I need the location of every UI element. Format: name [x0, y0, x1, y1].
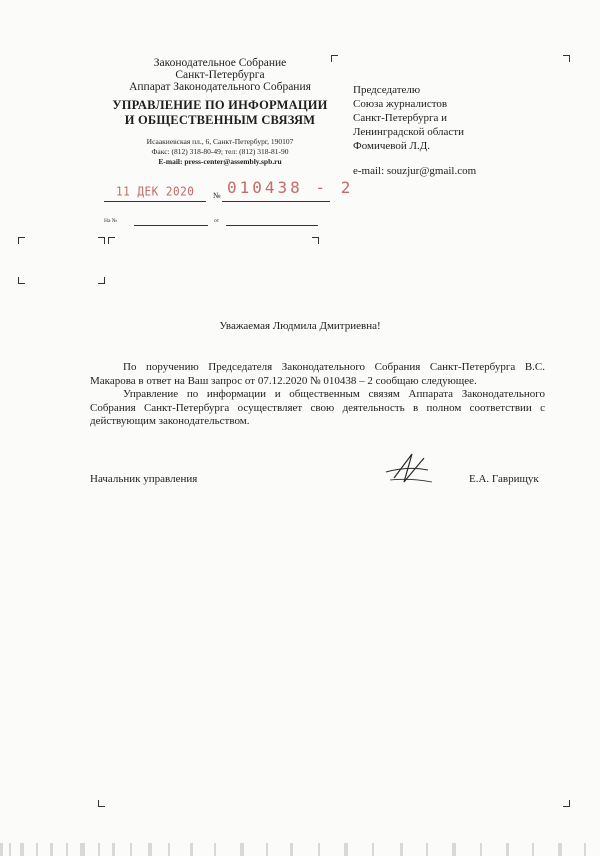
org-line: Санкт-Петербурга: [175, 69, 265, 81]
org-line: Аппарат Законодательного Собрания: [129, 81, 311, 93]
recipient-line: Фомичевой Л.Д.: [353, 140, 430, 152]
date-stamp: 11 ДЕК 2020: [116, 184, 195, 199]
dept-line: И ОБЩЕСТВЕННЫМ СВЯЗЯМ: [124, 113, 316, 127]
corner-mark: [108, 237, 115, 244]
corner-mark: [312, 237, 319, 244]
handwritten-signature: [380, 448, 440, 488]
letter-body: [90, 361, 545, 429]
number-line: [222, 201, 330, 202]
signatory-title: Начальник управления: [90, 473, 198, 485]
corner-mark: [563, 800, 570, 807]
signatory-name: Е.А. Гаврищук: [469, 473, 539, 485]
number-label: №: [213, 191, 221, 200]
dept-line: УПРАВЛЕНИЕ ПО ИНФОРМАЦИИ: [112, 98, 328, 112]
recipient-line: Председателю: [353, 84, 421, 96]
corner-mark: [563, 55, 570, 62]
corner-mark: [18, 237, 25, 244]
header-email: E-mail: press-center@assembly.spb.ru: [158, 157, 282, 166]
contact-info: [95, 137, 345, 167]
org-line: Законодательное Собрание: [153, 57, 287, 69]
ref-line: [134, 225, 208, 226]
corner-mark: [98, 237, 105, 244]
recipient-line: Ленинградской области: [353, 126, 464, 138]
phones: Факс: (812) 318-80-49; тел: (812) 318-81-90: [151, 147, 289, 156]
recipient-line: Санкт-Петербурга и: [353, 112, 447, 124]
corner-mark: [18, 277, 25, 284]
from-line: [226, 225, 318, 226]
org-name: [95, 57, 345, 93]
number-stamp: 010438 - 2: [227, 178, 354, 197]
recipient-line: Союза журналистов: [353, 98, 448, 110]
from-label: от: [214, 218, 220, 224]
date-line: [104, 201, 206, 202]
department-name: [95, 98, 345, 128]
recipient-email: e-mail: souzjur@gmail.com: [353, 165, 477, 177]
address: Исаакиевская пл., 6, Санкт-Петербург, 190107: [146, 137, 294, 146]
corner-mark: [98, 277, 105, 284]
recipient-block: [353, 83, 464, 153]
ref-label: На №: [104, 218, 118, 224]
salutation: Уважаемая Людмила Дмитриевна!: [219, 320, 381, 332]
paragraph: Управление по информации и общественным связям Аппарата Законодательного Собрания Санкт-Петербурга осуществляет свою деятельность в полном соответствии с действующим законодательством.: [90, 388, 545, 427]
corner-mark: [98, 800, 105, 807]
corner-mark: [331, 55, 338, 62]
scan-artifact-strip: [0, 843, 600, 856]
paragraph: По поручению Председателя Законодательного Собрания Санкт-Петербурга В.С. Макарова в ответ на Ваш запрос от 07.12.2020 № 010438 – 2 сообщаю следующее.: [90, 361, 545, 387]
